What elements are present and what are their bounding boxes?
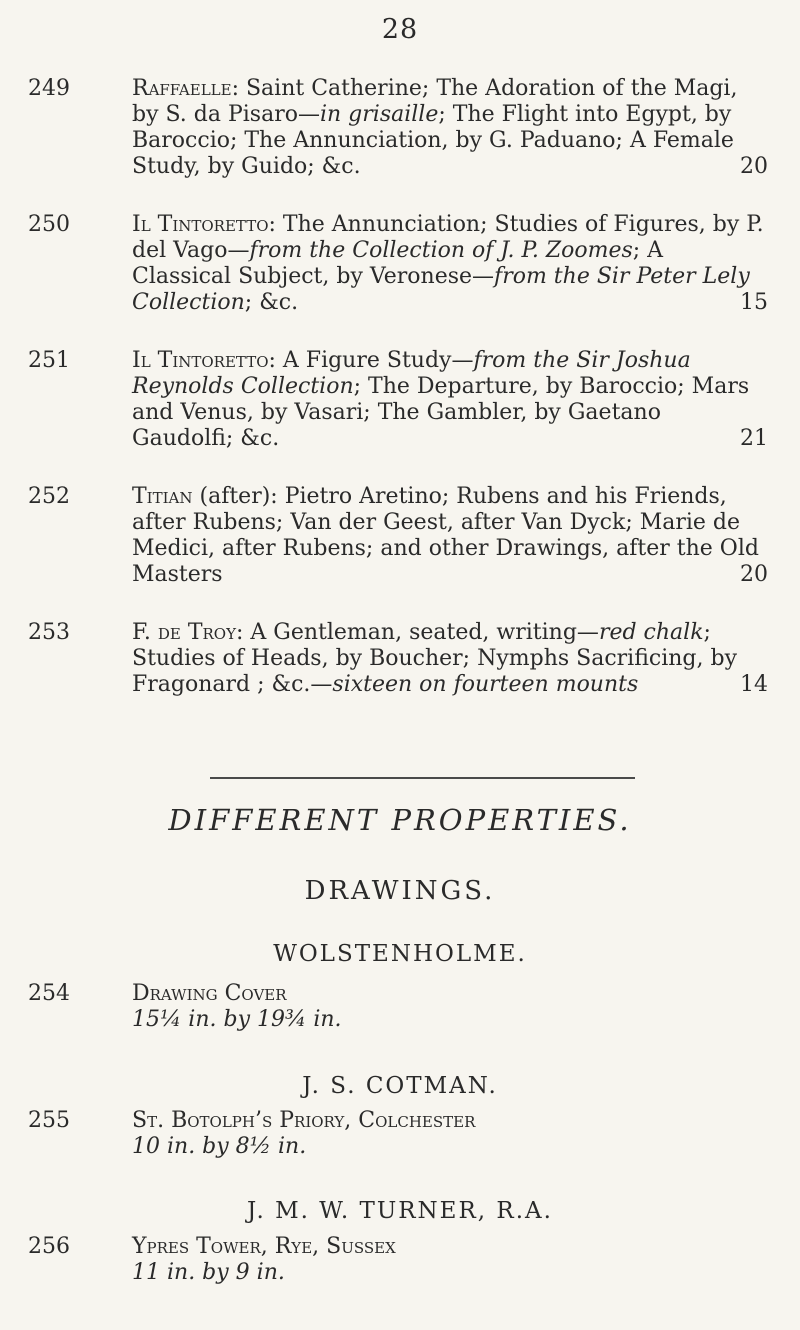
lot-text: : A Figure Study— (268, 348, 474, 373)
lot-artist: de Troy (157, 620, 236, 645)
lot-title: St. Botolph’s Priory, Colchester (132, 1108, 476, 1133)
lot-text-italic: in grisaille (319, 102, 439, 127)
lot-text: : Saint Catherine; The Adoration of the Magi, by S. da Pisaro— (132, 76, 738, 127)
lot-entry (28, 76, 768, 180)
lot-count: 14 (740, 672, 768, 697)
lot-dimensions: 15¼ in. by 19¾ in. (132, 1007, 342, 1032)
lot-count: 20 (740, 154, 768, 179)
lot-artist: Titian (132, 484, 193, 509)
section-title: DIFFERENT PROPERTIES. (168, 803, 632, 837)
lot-number: 251 (28, 348, 70, 373)
lot-description (132, 1108, 768, 1160)
lot-description (132, 212, 768, 316)
lot-text: ; &c. (244, 290, 299, 315)
lot-entry (28, 212, 768, 316)
section-divider (210, 777, 635, 779)
lot-entry (28, 981, 768, 1033)
lot-number: 255 (28, 1108, 70, 1133)
lot-artist: Tintoretto (157, 212, 269, 237)
lot-description (132, 76, 768, 180)
lot-text: ; A Classical Subject, by Veronese— (132, 238, 664, 289)
lot-text: : A Gentleman, seated, writing— (235, 620, 599, 645)
section-subtitle: DRAWINGS. (304, 876, 496, 906)
lot-text-italic: from the Collection of J. P. Zoomes (249, 238, 633, 263)
lot-description (132, 348, 768, 452)
lot-description (132, 620, 768, 698)
lot-title: Drawing Cover (132, 981, 287, 1006)
page-number: 28 (381, 14, 419, 45)
lot-text: ; The Flight into Egypt, by Baroccio; The Annunciation, by G. Paduano; A Female Study, by Guido; &c. (132, 102, 734, 179)
lot-number: 256 (28, 1234, 70, 1259)
lot-title: Ypres Tower, Rye, Sussex (132, 1234, 396, 1259)
lot-number: 254 (28, 981, 70, 1006)
lot-text-italic: from the Sir Joshua Reynolds Collection (132, 348, 691, 399)
lot-prefix: Il (132, 348, 151, 373)
lot-text: : The Annunciation; Studies of Figures, by P. del Vago— (132, 212, 764, 263)
lot-dimensions: 11 in. by 9 in. (132, 1260, 285, 1285)
lot-artist: Raffaelle (132, 76, 232, 101)
lot-text-italic: from the Sir Peter Lely Collection (132, 264, 750, 315)
lot-artist: Tintoretto (157, 348, 269, 373)
lot-text-italic: sixteen on fourteen mounts (332, 672, 639, 697)
artist-heading: WOLSTENHOLME. (273, 941, 527, 967)
artist-heading: J. M. W. TURNER, R.A. (247, 1198, 553, 1224)
lot-dimensions: 10 in. by 8½ in. (132, 1134, 307, 1159)
lot-count: 15 (740, 290, 768, 315)
lot-text: (after): Pietro Aretino; Rubens and his Friends, after Rubens; Van der Geest, after Van Dyck; Marie de Medici, after Rubens; and other Drawings, after the Old Masters (132, 484, 759, 587)
lot-prefix: F. (132, 620, 151, 645)
lot-entry (28, 348, 768, 452)
lot-number: 250 (28, 212, 70, 237)
lot-number: 253 (28, 620, 70, 645)
lot-count: 20 (740, 562, 768, 587)
lot-text: ; The Departure, by Baroccio; Mars and Venus, by Vasari; The Gambler, by Gaetano Gaudolfi; &c. (132, 374, 750, 451)
lot-prefix: Il (132, 212, 151, 237)
lot-number: 249 (28, 76, 70, 101)
lot-text-italic: red chalk (598, 620, 704, 645)
artist-heading: J. S. COTMAN. (302, 1073, 498, 1099)
lot-description (132, 981, 768, 1033)
lot-number: 252 (28, 484, 70, 509)
lot-entry (28, 1108, 768, 1160)
lot-description (132, 484, 768, 588)
lot-text: ; Studies of Heads, by Boucher; Nymphs Sacrificing, by Fragonard ; &c.— (132, 620, 737, 697)
lot-description (132, 1234, 768, 1286)
lot-count: 21 (740, 426, 768, 451)
lot-entry (28, 1234, 768, 1286)
lot-entry (28, 620, 768, 698)
lot-entry (28, 484, 768, 588)
